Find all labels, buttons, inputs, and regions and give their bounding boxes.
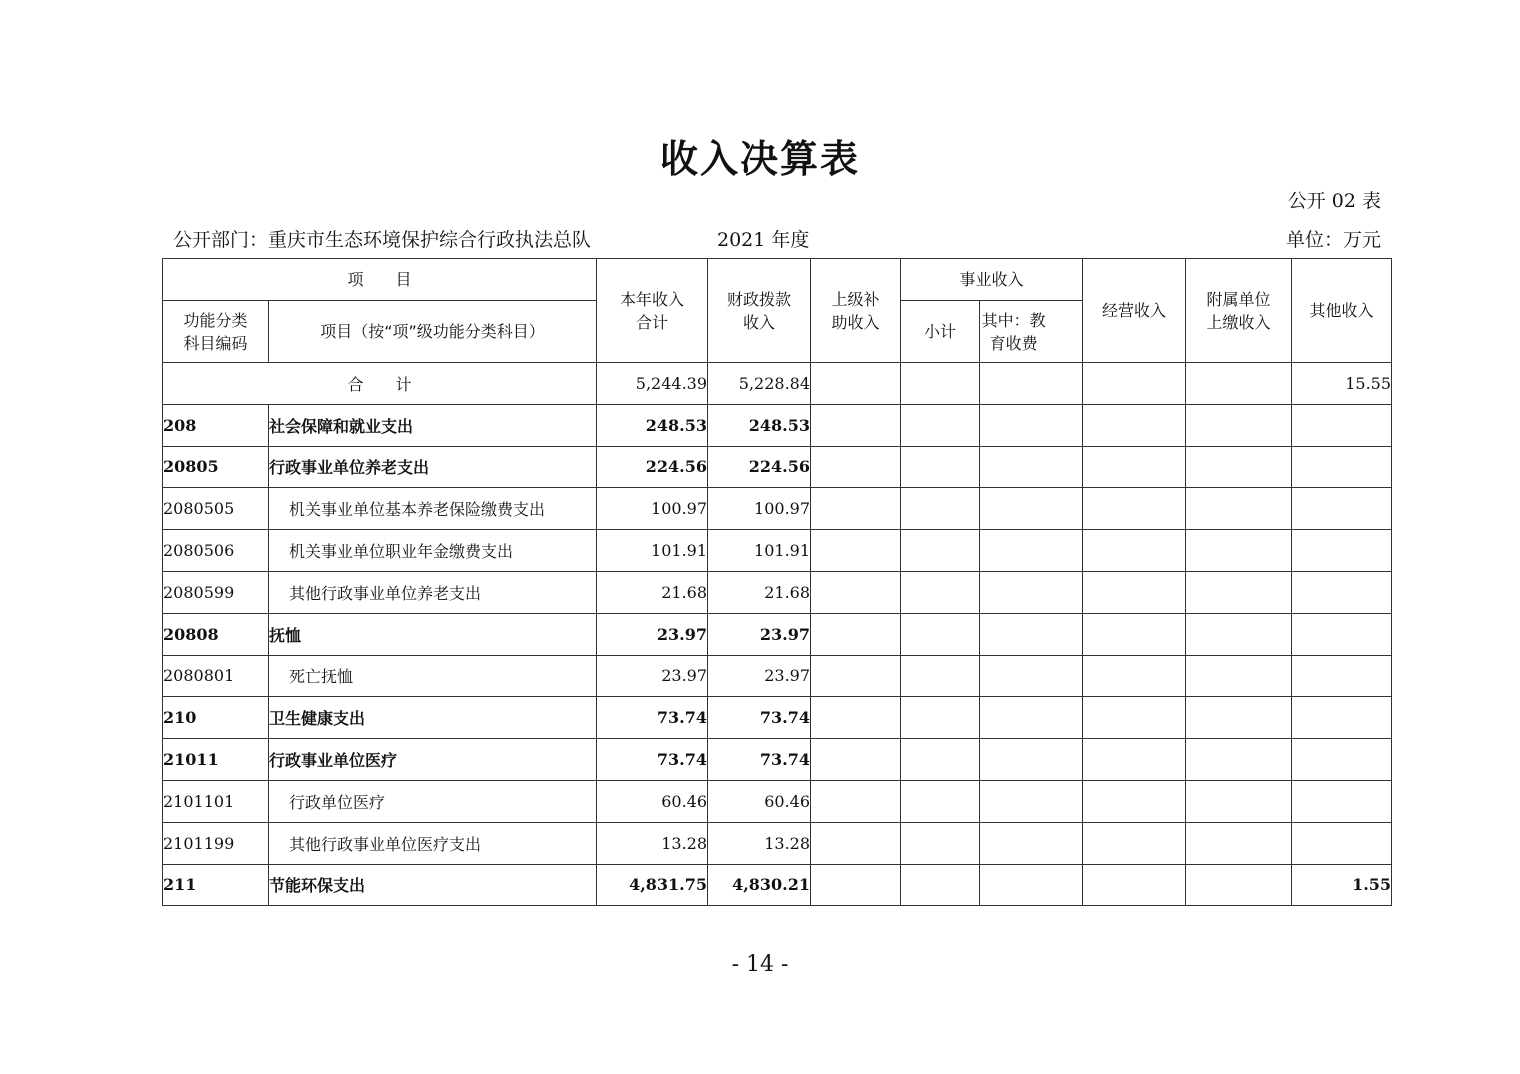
row-superior: [811, 655, 901, 697]
row-affiliated: [1186, 655, 1292, 697]
row-name: 节能环保支出: [269, 864, 597, 906]
table-row: [163, 404, 1392, 446]
header-project: 项 目: [163, 259, 597, 301]
row-total: 73.74: [597, 739, 708, 781]
header-subtotal: 小计: [901, 301, 980, 363]
row-name: 行政事业单位养老支出: [269, 446, 597, 488]
row-operating: [1083, 446, 1186, 488]
row-total: 73.74: [597, 697, 708, 739]
row-other: [1292, 446, 1392, 488]
row-operating: [1083, 530, 1186, 572]
header-fiscal-text: 财政拨款收入: [727, 289, 792, 332]
header-affiliated-text: 附属单位上缴收入: [1206, 289, 1271, 332]
row-operating: [1083, 655, 1186, 697]
row-subtotal: [901, 822, 980, 864]
row-superior: [811, 446, 901, 488]
department-label: 公开部门：重庆市生态环境保护综合行政执法总队: [173, 229, 592, 251]
row-affiliated: [1186, 697, 1292, 739]
row-code: 21011: [163, 739, 269, 781]
row-code: 2080599: [163, 571, 269, 613]
header-row-1: [163, 259, 1392, 301]
header-edu-fee: [980, 301, 1083, 363]
total-superior: [811, 363, 901, 405]
row-code: 2080505: [163, 488, 269, 530]
row-edu-fee: [980, 739, 1083, 781]
row-other: [1292, 697, 1392, 739]
row-superior: [811, 822, 901, 864]
total-other: 15.55: [1292, 363, 1392, 405]
row-subtotal: [901, 864, 980, 906]
row-total: 13.28: [597, 822, 708, 864]
row-total: 248.53: [597, 404, 708, 446]
row-operating: [1083, 404, 1186, 446]
row-subtotal: [901, 571, 980, 613]
row-name: 机关事业单位职业年金缴费支出: [269, 530, 597, 572]
row-fiscal: 13.28: [708, 822, 811, 864]
row-superior: [811, 780, 901, 822]
row-other: [1292, 571, 1392, 613]
row-fiscal: 73.74: [708, 697, 811, 739]
row-code: 20808: [163, 613, 269, 655]
row-superior: [811, 613, 901, 655]
header-func-code-text: 功能分类科目编码: [183, 310, 248, 353]
row-subtotal: [901, 780, 980, 822]
row-fiscal: 23.97: [708, 613, 811, 655]
row-subtotal: [901, 488, 980, 530]
row-operating: [1083, 571, 1186, 613]
row-code: 2080506: [163, 530, 269, 572]
row-code: 2080801: [163, 655, 269, 697]
row-total: 23.97: [597, 655, 708, 697]
row-name: 行政单位医疗: [269, 780, 597, 822]
row-superior: [811, 530, 901, 572]
row-name: 机关事业单位基本养老保险缴费支出: [269, 488, 597, 530]
header-total: [597, 259, 708, 363]
row-code: 208: [163, 404, 269, 446]
row-fiscal: 224.56: [708, 446, 811, 488]
row-edu-fee: [980, 655, 1083, 697]
row-edu-fee: [980, 780, 1083, 822]
row-total: 4,831.75: [597, 864, 708, 906]
header-edu-fee-text: 其中：教育收费: [981, 310, 1046, 353]
header-superior-text: 上级补助收入: [831, 289, 880, 332]
row-other: [1292, 655, 1392, 697]
row-fiscal: 100.97: [708, 488, 811, 530]
row-affiliated: [1186, 822, 1292, 864]
table-row: [163, 613, 1392, 655]
row-edu-fee: [980, 404, 1083, 446]
total-edu-fee: [980, 363, 1083, 405]
row-affiliated: [1186, 864, 1292, 906]
row-subtotal: [901, 697, 980, 739]
row-fiscal: 73.74: [708, 739, 811, 781]
header-func-name: 项目（按“项”级功能分类科目）: [269, 301, 597, 363]
page-number: - 14 -: [731, 952, 789, 977]
row-subtotal: [901, 655, 980, 697]
row-name: 社会保障和就业支出: [269, 404, 597, 446]
row-total: 224.56: [597, 446, 708, 488]
row-code: 2101101: [163, 780, 269, 822]
row-superior: [811, 864, 901, 906]
row-affiliated: [1186, 571, 1292, 613]
row-operating: [1083, 780, 1186, 822]
row-subtotal: [901, 446, 980, 488]
row-affiliated: [1186, 613, 1292, 655]
form-number: 公开 02 表: [1287, 190, 1381, 212]
header-operating: 经营收入: [1083, 259, 1186, 363]
row-other: [1292, 780, 1392, 822]
table-row: [163, 780, 1392, 822]
table-body: [163, 363, 1392, 906]
total-label: 合 计: [163, 363, 597, 405]
row-operating: [1083, 864, 1186, 906]
row-fiscal: 248.53: [708, 404, 811, 446]
header-other: 其他收入: [1292, 259, 1392, 363]
page-title: 收入决算表: [659, 137, 860, 181]
row-operating: [1083, 488, 1186, 530]
row-total: 21.68: [597, 571, 708, 613]
row-edu-fee: [980, 571, 1083, 613]
total-subtotal: [901, 363, 980, 405]
table-row: [163, 446, 1392, 488]
row-code: 20805: [163, 446, 269, 488]
row-operating: [1083, 822, 1186, 864]
row-superior: [811, 404, 901, 446]
row-affiliated: [1186, 780, 1292, 822]
row-code: 211: [163, 864, 269, 906]
total-sum: 5,244.39: [597, 363, 708, 405]
unit-label: 单位：万元: [1285, 229, 1381, 251]
row-name: 其他行政事业单位医疗支出: [269, 822, 597, 864]
row-edu-fee: [980, 488, 1083, 530]
row-name: 其他行政事业单位养老支出: [269, 571, 597, 613]
row-affiliated: [1186, 739, 1292, 781]
row-affiliated: [1186, 446, 1292, 488]
row-subtotal: [901, 739, 980, 781]
row-other: [1292, 488, 1392, 530]
row-superior: [811, 697, 901, 739]
header-func-code: [163, 301, 269, 363]
row-other: [1292, 739, 1392, 781]
row-operating: [1083, 697, 1186, 739]
row-operating: [1083, 739, 1186, 781]
row-name: 卫生健康支出: [269, 697, 597, 739]
row-other: [1292, 530, 1392, 572]
header-affiliated: [1186, 259, 1292, 363]
row-affiliated: [1186, 530, 1292, 572]
row-total: 60.46: [597, 780, 708, 822]
table-row: [163, 864, 1392, 906]
fiscal-year: 2021 年度: [717, 229, 810, 251]
row-code: 2101199: [163, 822, 269, 864]
row-edu-fee: [980, 613, 1083, 655]
row-other: [1292, 404, 1392, 446]
row-affiliated: [1186, 404, 1292, 446]
header-total-text: 本年收入合计: [620, 289, 685, 332]
row-subtotal: [901, 530, 980, 572]
row-fiscal: 4,830.21: [708, 864, 811, 906]
total-row: [163, 363, 1392, 405]
row-total: 101.91: [597, 530, 708, 572]
row-total: 100.97: [597, 488, 708, 530]
table-row: [163, 571, 1392, 613]
header-fiscal: [708, 259, 811, 363]
table-row: [163, 655, 1392, 697]
row-edu-fee: [980, 446, 1083, 488]
row-total: 23.97: [597, 613, 708, 655]
table-row: [163, 739, 1392, 781]
row-affiliated: [1186, 488, 1292, 530]
total-affiliated: [1186, 363, 1292, 405]
row-edu-fee: [980, 697, 1083, 739]
header-business: 事业收入: [901, 259, 1083, 301]
total-fiscal: 5,228.84: [708, 363, 811, 405]
table-row: [163, 822, 1392, 864]
row-other: [1292, 822, 1392, 864]
row-operating: [1083, 613, 1186, 655]
row-edu-fee: [980, 822, 1083, 864]
table-row: [163, 530, 1392, 572]
row-name: 死亡抚恤: [269, 655, 597, 697]
row-fiscal: 21.68: [708, 571, 811, 613]
table-row: [163, 488, 1392, 530]
row-name: 抚恤: [269, 613, 597, 655]
row-fiscal: 60.46: [708, 780, 811, 822]
row-superior: [811, 739, 901, 781]
row-edu-fee: [980, 864, 1083, 906]
row-other: [1292, 613, 1392, 655]
row-subtotal: [901, 404, 980, 446]
table-row: [163, 697, 1392, 739]
row-fiscal: 101.91: [708, 530, 811, 572]
row-superior: [811, 571, 901, 613]
row-superior: [811, 488, 901, 530]
row-edu-fee: [980, 530, 1083, 572]
row-subtotal: [901, 613, 980, 655]
row-code: 210: [163, 697, 269, 739]
income-table: [162, 258, 1392, 906]
row-other: 1.55: [1292, 864, 1392, 906]
row-fiscal: 23.97: [708, 655, 811, 697]
header-superior: [811, 259, 901, 363]
row-name: 行政事业单位医疗: [269, 739, 597, 781]
total-operating: [1083, 363, 1186, 405]
